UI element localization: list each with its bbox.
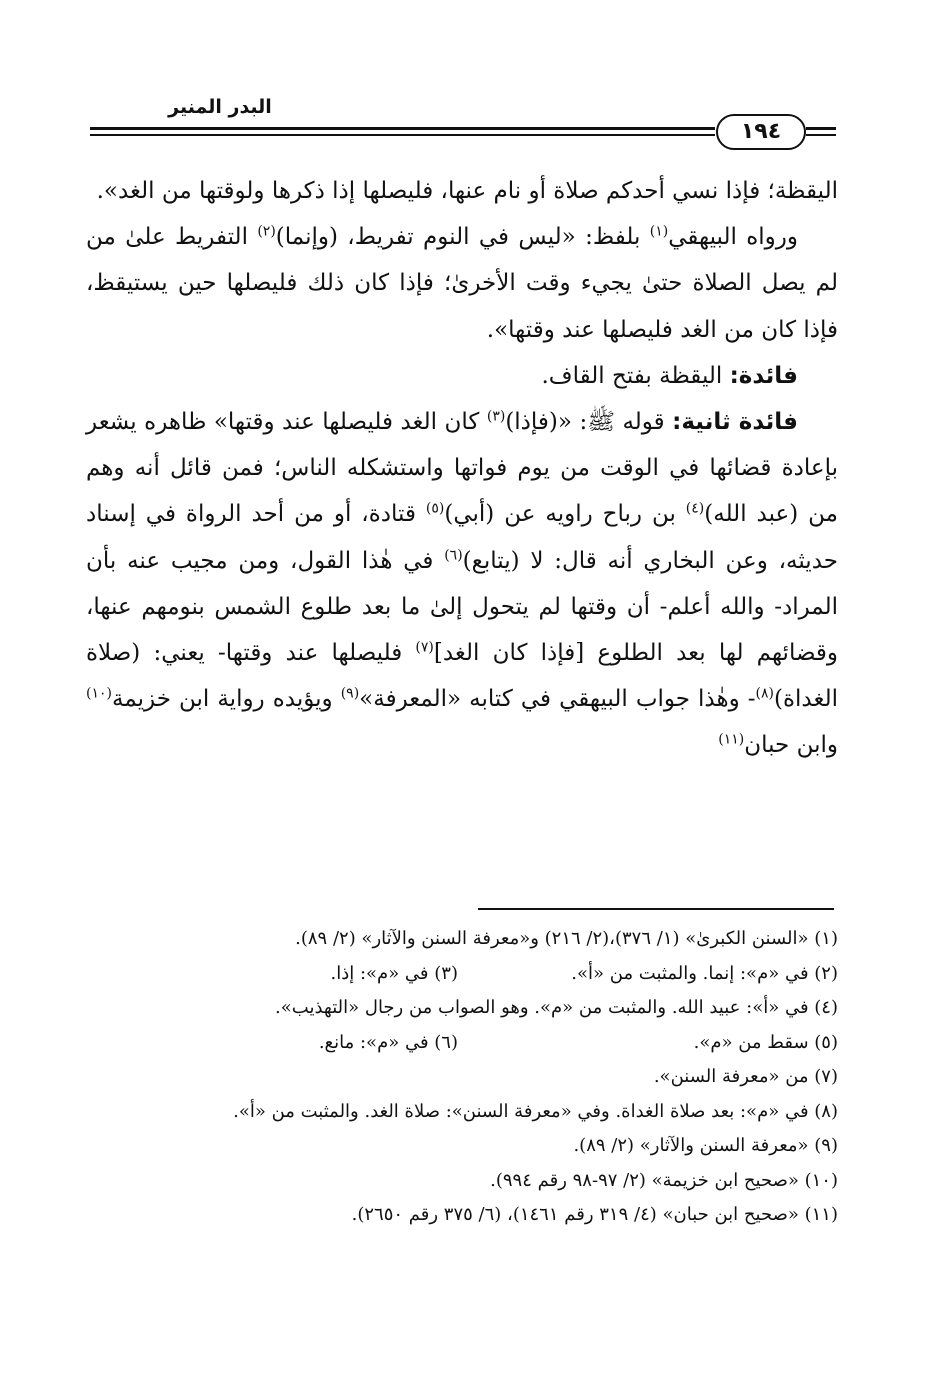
footnote-4: (٤) في «أ»: عبيد الله. والمثبت من «م». وهو الصواب من رجال «التهذيب». [275,997,838,1018]
note-heading: فائدة: [729,362,798,389]
footnote-ref-4: (٤) [685,500,705,517]
text-run: اليقظة بفتح القاف. [541,362,730,389]
text-run: قتادة، أو من أحد الرواة في إسناد حديثه، وعن البخاري أنه قال: لا (يتابع) [86,501,838,574]
footnote-row [86,1026,838,1061]
footnote-ref-5: (٥) [425,500,445,517]
text-run: ويؤيده رواية ابن خزيمة [111,686,341,713]
footnote-row [86,957,838,992]
main-text [86,168,838,769]
footnote-ref-9: (٩) [340,685,360,702]
text-run: وابن حبان [744,732,838,759]
text-run: فليصلها عند وقتها- يعني: (صلاة الغداة) [86,640,838,713]
footnote-6: (٦) في «م»: مانع. [318,1031,458,1053]
text-run: بلفظ: «ليس في النوم تفريط، (وإنما) [275,224,650,251]
footnote-9: (٩) «معرفة السنن والآثار» (٢/ ٨٩). [573,1135,838,1156]
footnote-8: (٨) في «م»: بعد صلاة الغداة. وفي «معرفة السنن»: صلاة الغد. والمثبت من «أ». [233,1100,838,1122]
text-run: قوله ﷺ: «(فإذا) [505,409,673,436]
footnote-7: (٧) من «معرفة السنن». [653,1066,838,1087]
text-run: - وهٰذا جواب البيهقي في كتابه «المعرفة» [359,686,756,713]
second-note-heading: فائدة ثانية: [672,409,798,436]
footnote-ref-8: (٨) [755,685,775,702]
footnote-2: (٢) في «م»: إنما. والمثبت من «أ». [571,962,838,984]
footnote-11: (١١) «صحيح ابن حبان» (٤/ ٣١٩ رقم ١٤٦١)، (٦/ ٣٧٥ رقم ٢٦٥٠). [351,1204,838,1225]
footnote-ref-11: (١١) [718,731,745,748]
footnote-5: (٥) سقط من «م». [693,1031,838,1053]
paragraph-2 [86,214,838,353]
footnote-ref-1: (١) [649,223,669,240]
footnotes [86,922,838,1233]
header-rule-bottom [90,134,715,136]
footnote-ref-7: (٧) [415,639,434,656]
footnote-ref-6: (٦) [444,546,463,563]
header-rule-top [90,127,715,130]
text-run: التفريط علىٰ من لم يصل الصلاة حتىٰ يجيء وقت الأخرىٰ؛ فإذا كان ذلك فليصلها حين يستيقظ، فإذا كان من الغد فليصلها عند وقتها». [86,224,838,343]
page-number: ١٩٤ [716,114,806,150]
running-header-title: البدر المنير [168,96,272,118]
header-rule-right-top [806,127,836,130]
paragraph-4 [86,399,838,769]
paragraph-1: اليقظة؛ فإذا نسي أحدكم صلاة أو نام عنها، فليصلها إذا ذكرها ولوقتها من الغد». [96,178,838,204]
footnote-3: (٣) في «م»: إذا. [330,962,458,984]
text-run: ورواه البيهقي [668,224,798,251]
header-rule-right-bottom [806,134,836,136]
paragraph-3 [86,353,838,399]
footnote-ref-2: (٢) [257,223,276,240]
text-run: بن رباح راويه عن (أبي) [444,501,686,528]
footnote-10: (١٠) «صحيح ابن خزيمة» (٢/ ٩٧-٩٨ رقم ٩٩٤). [490,1169,838,1191]
footnote-ref-10: (١٠) [86,685,112,702]
footnote-1: (١) «السنن الكبرىٰ» (١/ ٣٧٦)،(٢/ ٢١٦) و«معرفة السنن والآثار» (٢/ ٨٩). [295,928,838,949]
text-run: كان الغد فليصلها عند وقتها» ظاهره يشعر بإعادة قضائها في الوقت من يوم فواتها واستشكله الناس؛ فمن قائل أنه وهم من (عبد الله) [86,409,838,528]
footnote-ref-3: (٣) [486,408,506,425]
footnote-separator [478,908,834,910]
text-run: في هٰذا القول، ومن مجيب عنه بأن المراد- والله أعلم- أن وقتها لم يتحول إلىٰ ما بعد طلوع الشمس بنومهم عنها، وقضائهم لها بعد الطلوع [فإذا كان الغد] [86,547,838,667]
